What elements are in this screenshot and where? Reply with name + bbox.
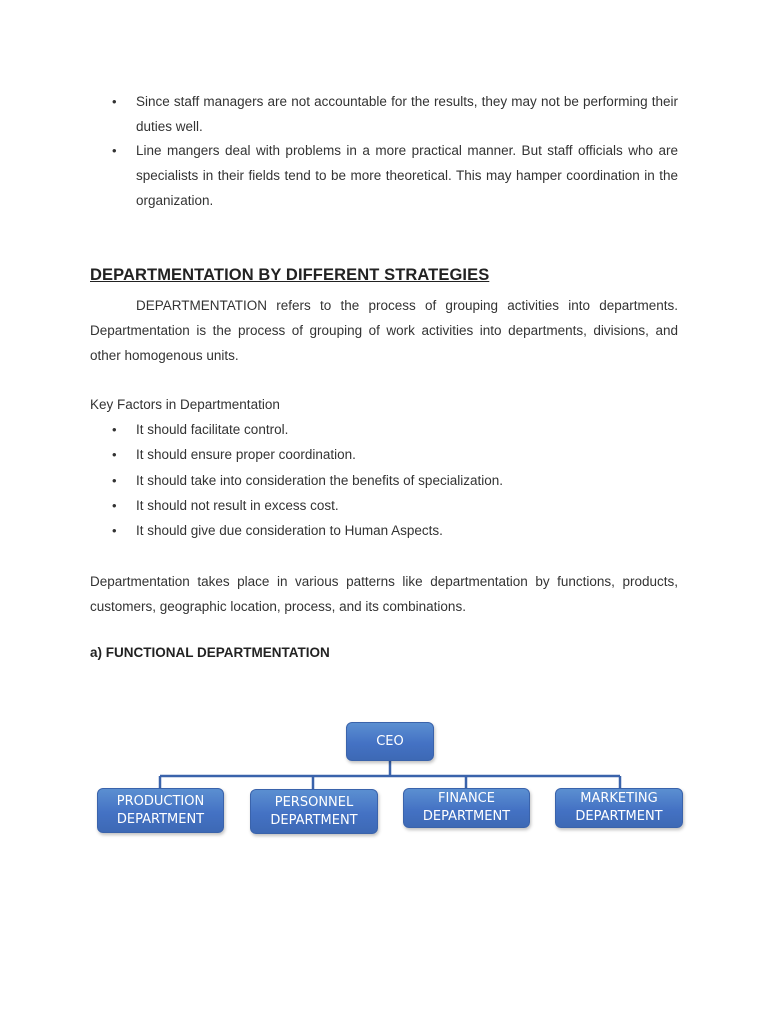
list-item: • It should facilitate control. — [0, 417, 768, 442]
intro-paragraph: DEPARTMENTATION refers to the process of grouping activities into departments. Departmentation is the process of grouping of work activities into departments, divisions, and other homogenous units. — [90, 298, 678, 363]
patterns-paragraph: Departmentation takes place in various patterns like departmentation by functions, products, customers, geographic location, process, and its combinations. — [90, 574, 678, 614]
list-item: • It should ensure proper coordination. — [0, 442, 768, 467]
list-item: • It should give due consideration to Human Aspects. — [0, 518, 768, 543]
list-item: • Since staff managers are not accountable for the results, they may not be performing their duties well. — [0, 90, 768, 139]
bullet-icon: • — [112, 447, 117, 463]
list-item: • It should take into consideration the benefits of specialization. — [0, 468, 768, 493]
key-factors-title: Key Factors in Departmentation — [90, 397, 280, 412]
bullet-icon: • — [112, 422, 117, 437]
org-node-personnel: PERSONNEL DEPARTMENT — [250, 789, 378, 834]
bullet-icon: • — [112, 472, 117, 488]
bullet-icon: • — [112, 523, 117, 539]
key-factors-list — [0, 417, 768, 543]
bullet-icon: • — [112, 94, 117, 109]
subsection-heading: a) FUNCTIONAL DEPARTMENTATION — [90, 645, 330, 660]
section-heading: DEPARTMENTATION BY DIFFERENT STRATEGIES — [90, 266, 490, 284]
bullet-icon: • — [112, 497, 117, 513]
org-node-production: PRODUCTION DEPARTMENT — [97, 788, 224, 833]
list-item: • Line mangers deal with problems in a more practical manner. But staff officials who are specialists in their fields tend to be more theoretical. This may hamper coordination in the organization. — [0, 139, 768, 213]
staff-drawbacks-list — [0, 90, 768, 214]
org-node-ceo: CEO — [346, 722, 434, 761]
list-item: • It should not result in excess cost. — [0, 493, 768, 518]
org-node-finance: FINANCE DEPARTMENT — [403, 788, 530, 828]
org-node-marketing: MARKETING DEPARTMENT — [555, 788, 683, 828]
bullet-icon: • — [112, 143, 117, 159]
